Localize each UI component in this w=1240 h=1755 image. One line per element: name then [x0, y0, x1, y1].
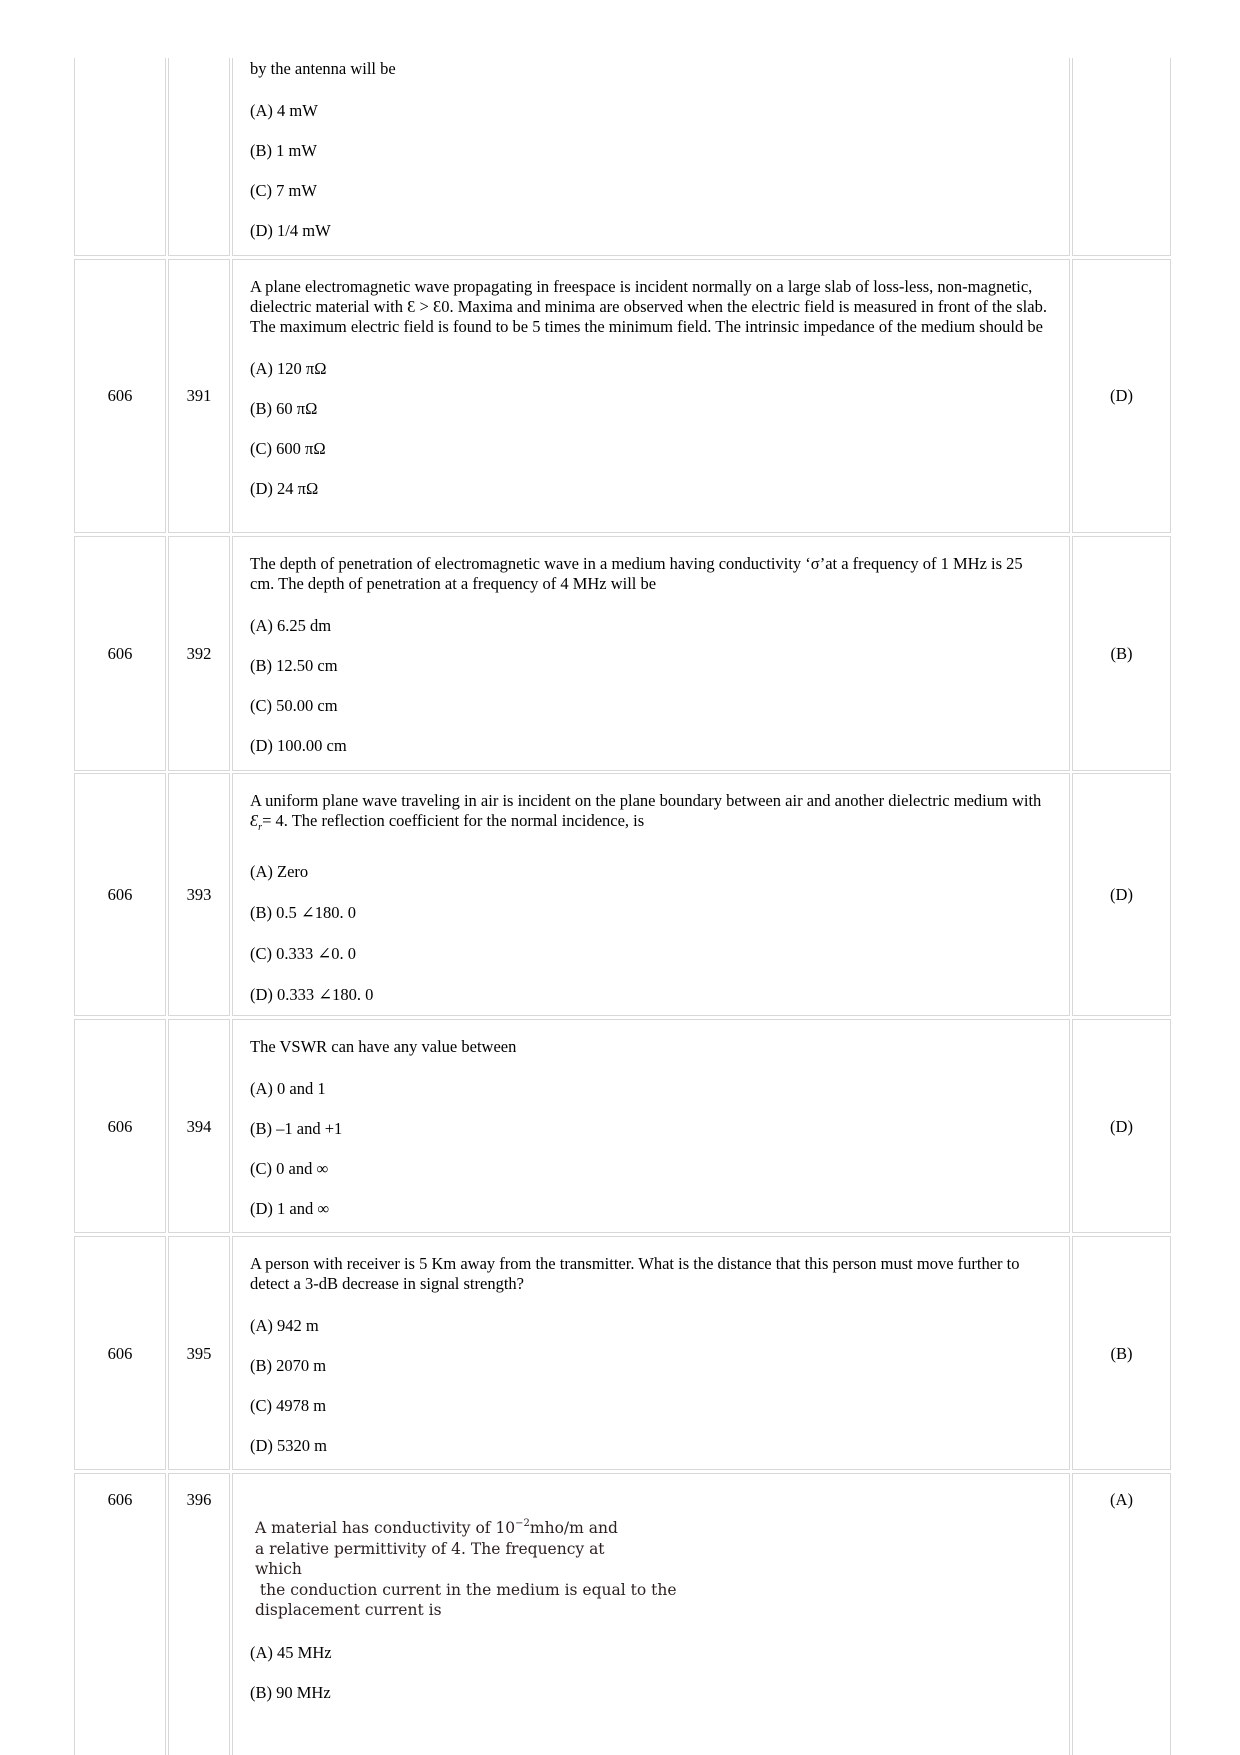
option-a: (A) 120 πΩ [250, 359, 327, 378]
option-a: (A) 4 mW [250, 101, 318, 120]
question-number: 393 [186, 885, 212, 904]
option-c: (C) 0.333 ∠0. 0 [250, 944, 356, 963]
answer-cell [1072, 1473, 1171, 1755]
question-number-cell [168, 1019, 230, 1233]
code-cell [74, 259, 166, 533]
code-cell [74, 1019, 166, 1233]
code-cell [74, 58, 166, 256]
answer-cell [1072, 536, 1171, 771]
question-row-395 [74, 1236, 1171, 1470]
answer-cell [1072, 259, 1171, 533]
question-row-391 [74, 259, 1171, 533]
question-stem: A person with receiver is 5 Km away from the transmitter. What is the distance that this person must move further to detect a 3-dB decrease in signal strength? [250, 1254, 1020, 1293]
code-cell [74, 773, 166, 1016]
option-c: (C) 4978 m [250, 1396, 327, 1415]
stem-line-2: a relative permittivity of 4. The frequency at which [255, 1539, 605, 1578]
question-stem: The depth of penetration of electromagnetic wave in a medium having conductivity ‘σ’at a frequency of 1 MHz is 25 cm. The depth of penetration at a frequency of 4 MHz will be [250, 554, 1023, 593]
option-a: (A) 45 MHz [250, 1642, 332, 1662]
question-cell [232, 536, 1070, 771]
answer-value: (D) [1110, 885, 1133, 904]
question-cell [232, 1019, 1070, 1233]
question-stem: A plane electromagnetic wave propagating in freespace is incident normally on a large slab of loss-less, non-magnetic, dielectric material with Ɛ > Ɛ0. Maxima and minima are observed when the electric field is measured in front of the slab. The maximum electric field is found to be 5 times the minimum field. The intrinsic impedance of the medium should be [250, 277, 1047, 336]
option-b: (B) 90 MHz [250, 1682, 331, 1702]
stem-line-1: A material has conductivity of $10^{-2}mho/m$ and [255, 1518, 618, 1537]
option-a: (A) Zero [250, 862, 309, 881]
question-row-393 [74, 773, 1171, 1016]
answer-value: (B) [1110, 644, 1133, 663]
answer-cell [1072, 58, 1171, 256]
code-value: 606 [107, 1344, 133, 1363]
question-number-cell [168, 773, 230, 1016]
question-number: 395 [186, 1344, 212, 1363]
option-b: (B) 0.5 ∠180. 0 [250, 903, 356, 922]
code-value: 606 [107, 1490, 133, 1509]
question-number: 392 [186, 644, 212, 663]
answer-value: (D) [1110, 1117, 1133, 1136]
question-stem: by the antenna will be [250, 59, 396, 78]
question-cell [232, 1473, 1070, 1755]
answer-value: (D) [1110, 386, 1133, 405]
stem-line-3: the conduction current in the medium is equal to the [255, 1580, 677, 1599]
option-d: (D) 1 and ∞ [250, 1199, 330, 1218]
question-cell [232, 773, 1070, 1016]
answer-cell [1072, 1236, 1171, 1470]
question-number-cell [168, 1236, 230, 1470]
option-d: (D) 100.00 cm [250, 736, 347, 755]
option-c: (C) 50.00 cm [250, 696, 338, 715]
subscript-r: r [258, 822, 263, 833]
question-number-cell [168, 58, 230, 256]
question-number-cell [168, 259, 230, 533]
option-d: (D) 0.333 ∠180. 0 [250, 985, 374, 1004]
question-cell [232, 1236, 1070, 1470]
answer-cell [1072, 1019, 1171, 1233]
option-a: (A) 0 and 1 [250, 1079, 326, 1098]
question-stem-image [255, 1514, 677, 1621]
option-c: (C) 600 πΩ [250, 439, 326, 458]
option-b: (B) 1 mW [250, 141, 317, 160]
question-row-392 [74, 536, 1171, 771]
option-c: (C) 0 and ∞ [250, 1159, 329, 1178]
question-number: 391 [186, 386, 212, 405]
question-cell [232, 58, 1070, 256]
exponent: −2 [515, 1518, 530, 1529]
option-a: (A) 942 m [250, 1316, 319, 1335]
question-stem: A uniform plane wave traveling in air is incident on the plane boundary between air and another dielectric medium with $Ɛ_r= 4$. The reflection coefficient for the normal incidence, is [250, 791, 1042, 833]
question-row-394 [74, 1019, 1171, 1233]
answer-value: (A) [1110, 1490, 1133, 1509]
question-stem: The VSWR can have any value between [250, 1037, 517, 1056]
answer-value: (B) [1110, 1344, 1133, 1363]
option-b: (B) –1 and +1 [250, 1119, 343, 1138]
option-b: (B) 12.50 cm [250, 656, 338, 675]
question-number: 394 [186, 1117, 212, 1136]
code-value: 606 [107, 885, 133, 904]
option-d: (D) 1/4 mW [250, 221, 331, 240]
code-value: 606 [107, 1117, 133, 1136]
code-cell [74, 1236, 166, 1470]
question-number-cell [168, 1473, 230, 1755]
question-row-continued [74, 58, 1171, 256]
question-cell [232, 259, 1070, 533]
option-a: (A) 6.25 dm [250, 616, 332, 635]
option-d: (D) 5320 m [250, 1436, 327, 1455]
code-cell [74, 536, 166, 771]
question-number-cell [168, 536, 230, 771]
answer-cell [1072, 773, 1171, 1016]
option-c: (C) 7 mW [250, 181, 317, 200]
question-row-396 [74, 1473, 1171, 1755]
epsilon-symbol: Ɛ [250, 811, 259, 830]
code-value: 606 [107, 644, 133, 663]
stem-line-4: displacement current is [255, 1601, 442, 1619]
code-value: 606 [107, 386, 133, 405]
code-cell [74, 1473, 166, 1755]
option-d: (D) 24 πΩ [250, 479, 319, 498]
question-number: 396 [186, 1490, 212, 1509]
option-b: (B) 2070 m [250, 1356, 327, 1375]
option-b: (B) 60 πΩ [250, 399, 318, 418]
